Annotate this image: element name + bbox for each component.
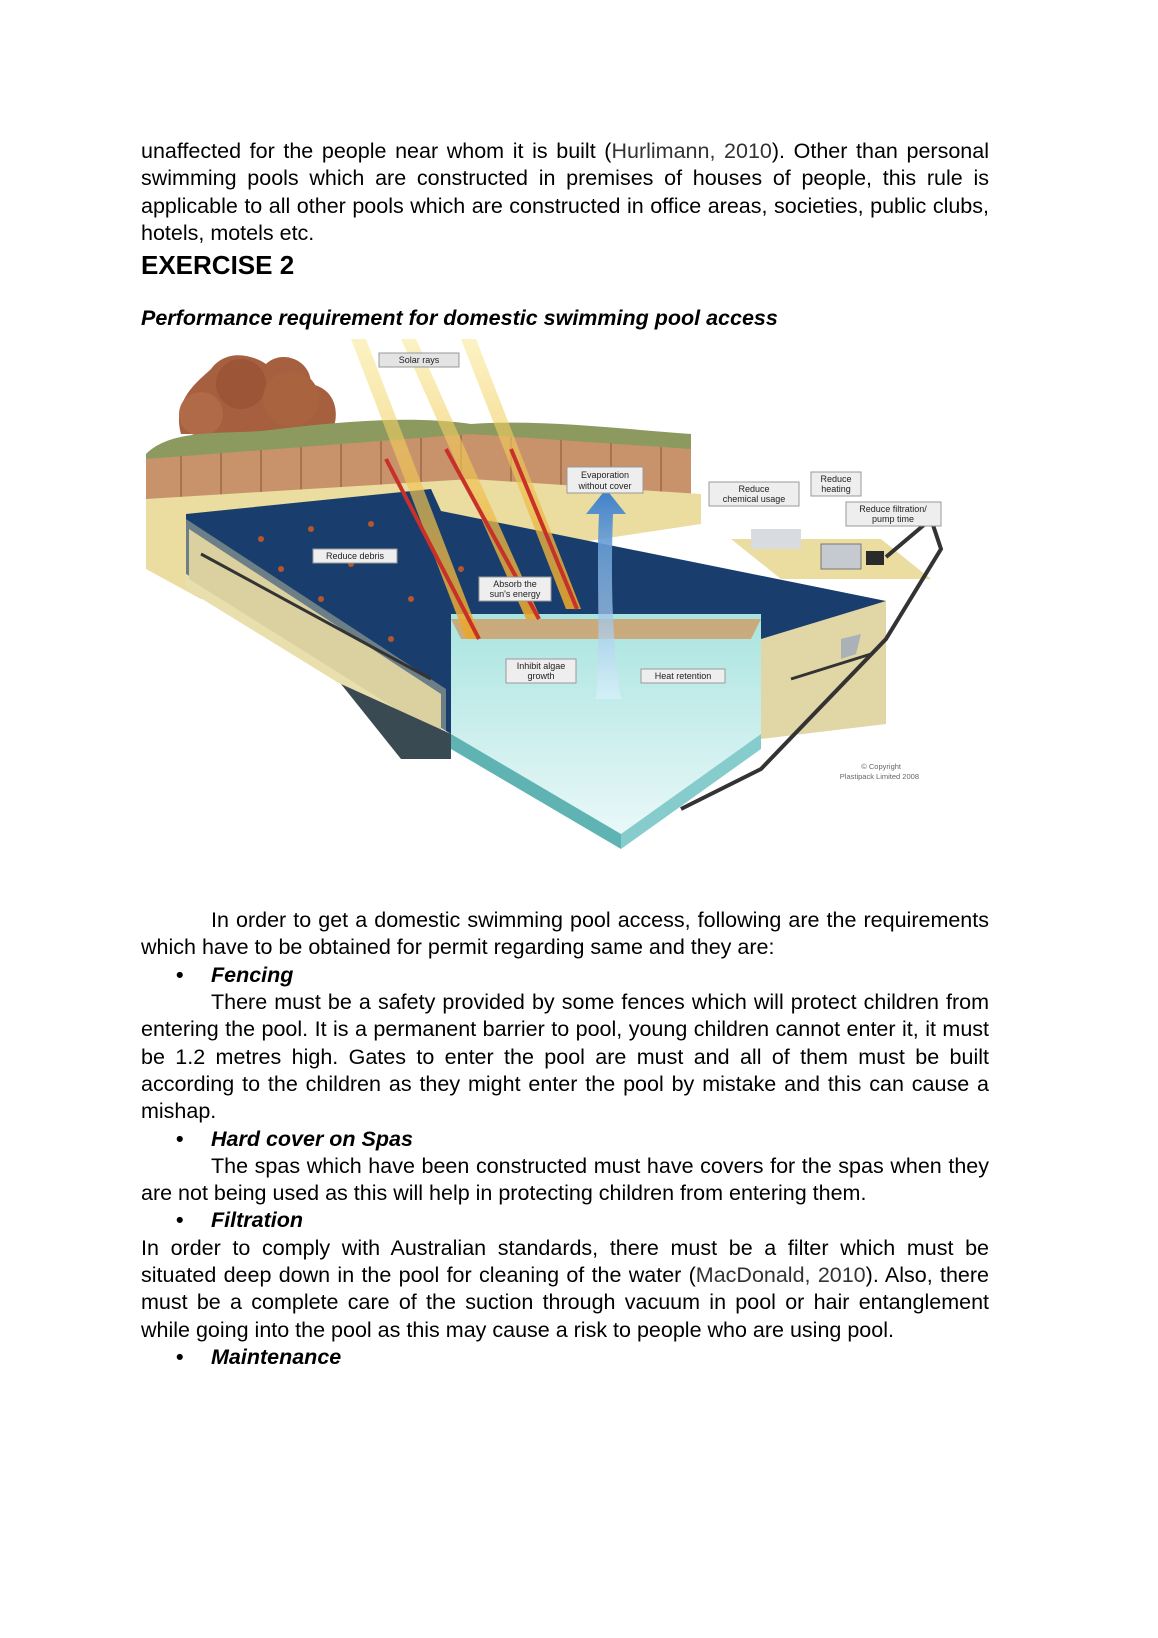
svg-text:Heat retention: Heat retention: [654, 671, 712, 682]
label-inhibit-algae: [506, 659, 576, 683]
citation-hurlimann: Hurlimann, 2010: [611, 139, 772, 163]
bullet-dot: •: [176, 1208, 184, 1233]
bullet-fencing: • Fencing: [141, 962, 989, 989]
svg-text:heating: heating: [821, 484, 851, 495]
svg-text:Absorb the: Absorb the: [493, 579, 537, 590]
svg-text:Inhibit algae: Inhibit algae: [516, 661, 566, 672]
label-evaporation: [567, 467, 643, 493]
intro-paragraph: unaffected for the people near whom it is built (Hurlimann, 2010). Other than personal swimming pools which are constructed in premises of houses of people, this rule is applicable to all other pools which are constructed in office areas, societies, public clubs, hotels, motels etc.: [141, 139, 989, 245]
label-absorb-energy: [479, 577, 551, 601]
svg-text:without cover: without cover: [578, 481, 632, 492]
svg-text:sun's energy: sun's energy: [489, 589, 541, 600]
bullet-hard-cover: • Hard cover on Spas: [141, 1126, 989, 1153]
svg-text:Plastipack Limited 2008: Plastipack Limited 2008: [839, 772, 919, 782]
svg-text:Solar rays: Solar rays: [398, 355, 440, 366]
citation-macdonald: MacDonald, 2010: [695, 1263, 866, 1288]
svg-text:growth: growth: [527, 671, 555, 682]
svg-text:chemical usage: chemical usage: [722, 494, 786, 505]
label-solar-rays: [379, 353, 459, 367]
filtration-paragraph: In order to comply with Australian standards, there must be a filter which must be situated deep down in the pool for cleaning of the water (MacDonald, 2010). Also, there must be a complete care of the suction through vacuum in pool or hair entanglement while going into the pool as this may cause a risk to people who are using pool.: [141, 1235, 989, 1342]
section-subheading: Performance requirement for domestic swimming pool access: [141, 306, 778, 331]
label-reduce-debris: [313, 549, 397, 563]
label-reduce-chemical: [709, 482, 799, 506]
svg-text:© Copyright: © Copyright: [861, 762, 901, 772]
bullet-dot: •: [176, 1126, 184, 1151]
svg-text:Reduce debris: Reduce debris: [325, 551, 385, 562]
bullet-dot: •: [176, 962, 184, 987]
svg-text:Reduce: Reduce: [820, 474, 852, 485]
svg-text:Evaporation: Evaporation: [580, 470, 630, 481]
fencing-paragraph: There must be a safety provided by some fences which will protect children from entering the pool. It is a permanent barrier to pool, young children cannot enter it, it must be 1.2 metres high. Gates to enter the pool are must and all of them must be built according to the children as they might enter the pool by mistake and this can cause a mishap.: [141, 990, 989, 1124]
bullet-maintenance: • Maintenance: [141, 1344, 989, 1371]
label-reduce-heating: [811, 472, 861, 496]
svg-text:Reduce: Reduce: [738, 484, 770, 495]
hard-cover-paragraph: The spas which have been constructed must have covers for the spas when they are not being used as this will help in protecting children from entering them.: [141, 1153, 989, 1206]
document-page: [141, 138, 989, 1371]
label-reduce-filtration: [846, 502, 941, 526]
svg-text:pump time: pump time: [871, 514, 915, 525]
bullet-filtration: • Filtration: [141, 1207, 989, 1234]
pool-cover-diagram: [141, 339, 989, 889]
tree-icon: [179, 355, 336, 436]
exercise-heading: EXERCISE 2: [141, 250, 295, 281]
pool-diagram-illustration: [141, 339, 989, 889]
bullet-dot: •: [176, 1344, 184, 1369]
svg-text:Reduce filtration/: Reduce filtration/: [859, 504, 927, 515]
label-copyright: [840, 762, 919, 781]
requirements-intro: In order to get a domestic swimming pool access, following are the requirements which have to be obtained for permit regarding same and they are:: [141, 908, 989, 960]
label-heat-retention: [641, 669, 725, 683]
